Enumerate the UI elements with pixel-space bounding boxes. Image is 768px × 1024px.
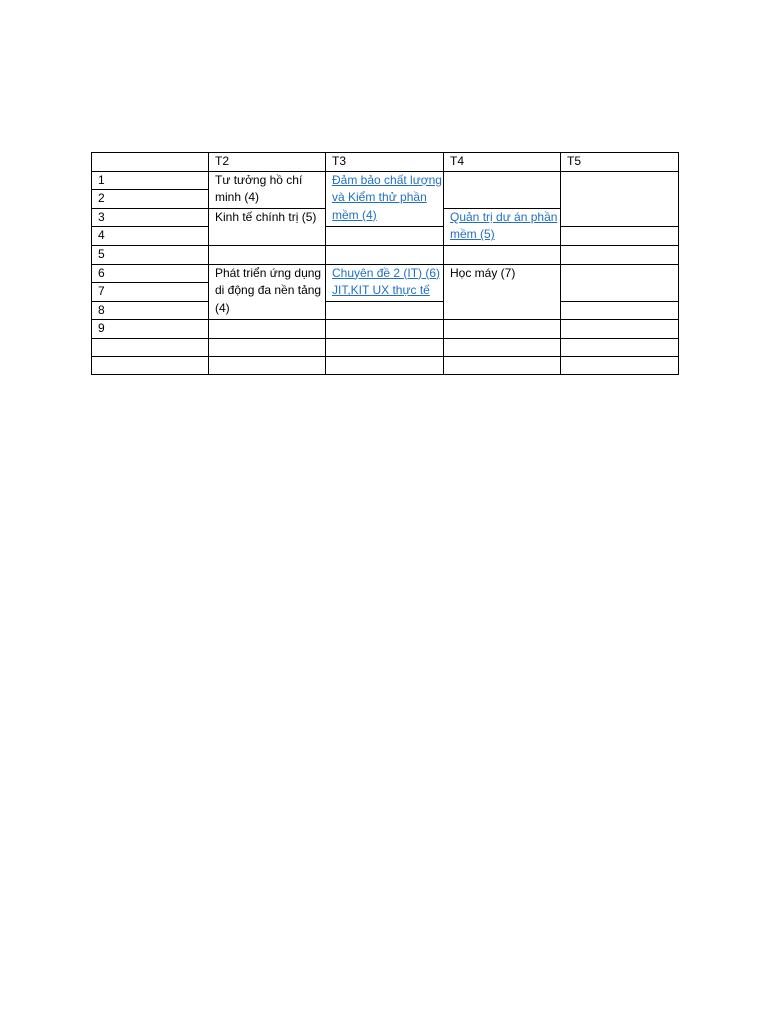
period-label: 2	[92, 190, 209, 209]
course-link-quan-tri-du-an[interactable]: Quản trị dư án phần mềm (5)	[450, 209, 558, 242]
table-row	[92, 227, 679, 246]
period-label: 7	[92, 283, 209, 302]
course-phat-trien-ung-dung: Phát triển ứng dụng di động đa nền tảng (4)	[215, 265, 322, 315]
empty-cell	[209, 320, 326, 339]
timetable	[91, 152, 679, 375]
header-cell-t2: T2	[209, 153, 326, 172]
period-label: 4	[92, 227, 209, 246]
empty-cell	[326, 320, 444, 339]
empty-cell	[561, 320, 679, 339]
course-hoc-may: Học máy (7)	[450, 265, 516, 280]
empty-cell	[326, 301, 444, 320]
period-label: 6	[92, 264, 209, 283]
empty-cell	[561, 227, 679, 246]
course-link-dam-bao-chat-luong[interactable]: Đảm bảo chất lượng và Kiểm thử phần mềm (4)	[332, 172, 442, 222]
empty-cell	[444, 356, 561, 374]
header-cell-t5: T5	[561, 153, 679, 172]
table-row	[92, 245, 679, 264]
period-label: 9	[92, 320, 209, 339]
course-ho-chi-minh: Tư tưởng hồ chí minh (4)	[215, 172, 303, 205]
period-label: 8	[92, 301, 209, 320]
empty-cell	[326, 227, 444, 246]
period-label: 1	[92, 171, 209, 190]
period-label: 3	[92, 208, 209, 227]
table-row	[92, 338, 679, 356]
course-cell	[326, 171, 444, 227]
period-label	[92, 338, 209, 356]
course-cell	[209, 264, 326, 320]
course-kinh-te-chinh-tri: Kinh tế chính trị (5)	[215, 209, 317, 224]
course-cell	[444, 208, 561, 245]
empty-cell	[209, 356, 326, 374]
empty-cell	[444, 245, 561, 264]
empty-cell	[561, 301, 679, 320]
period-label	[92, 356, 209, 374]
empty-cell	[561, 245, 679, 264]
course-cell	[209, 208, 326, 245]
header-cell-t3: T3	[326, 153, 444, 172]
header-cell-period	[92, 153, 209, 172]
table-row	[92, 356, 679, 374]
empty-cell	[326, 338, 444, 356]
course-cell	[326, 264, 444, 301]
empty-cell	[326, 356, 444, 374]
empty-cell	[561, 356, 679, 374]
empty-cell	[444, 338, 561, 356]
empty-cell	[209, 245, 326, 264]
course-cell	[209, 171, 326, 208]
empty-cell	[444, 320, 561, 339]
table-row	[92, 171, 679, 190]
header-cell-t4: T4	[444, 153, 561, 172]
empty-cell	[561, 264, 679, 301]
period-label: 5	[92, 245, 209, 264]
empty-cell	[326, 245, 444, 264]
course-cell	[444, 264, 561, 320]
empty-cell	[561, 171, 679, 227]
header-row	[92, 153, 679, 172]
course-link-chuyen-de-2[interactable]: Chuyên đề 2 (IT) (6) JIT,KIT UX thực tế	[332, 265, 441, 298]
empty-cell	[561, 338, 679, 356]
empty-cell	[444, 171, 561, 208]
table-row	[92, 301, 679, 320]
table-row	[92, 320, 679, 339]
table-row	[92, 264, 679, 283]
empty-cell	[209, 338, 326, 356]
